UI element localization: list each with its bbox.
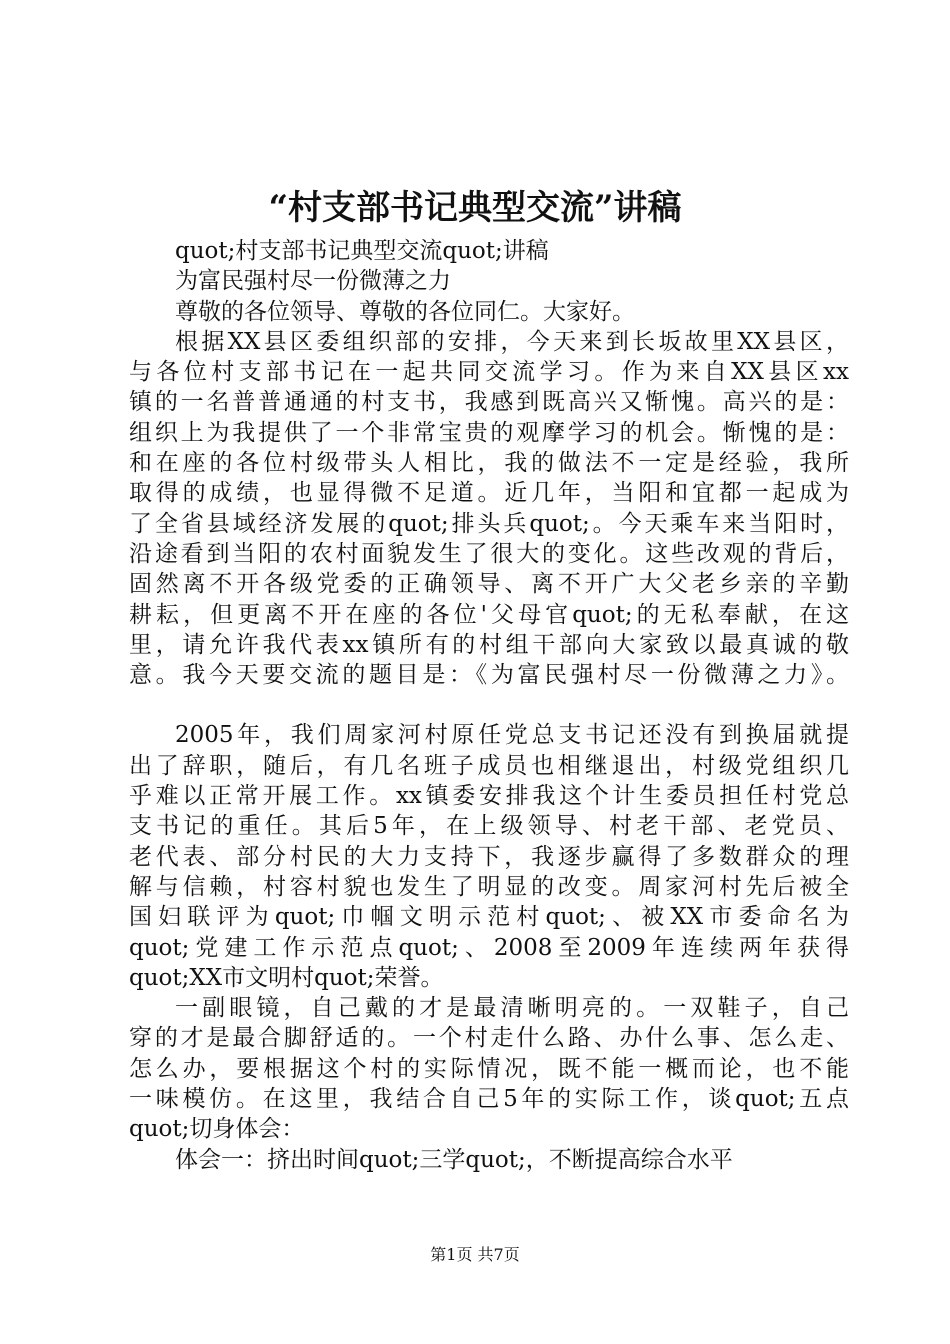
text-line: quot;党建工作示范点quot;、2008至2009年连续两年获得 [129,934,849,961]
blank-line [129,690,849,720]
text-line: 乎难以正常开展工作。xx镇委安排我这个计生委员担任村党总 [129,783,849,810]
text-line: 沿途看到当阳的农村面貌发生了很大的变化。这些改观的背后， [129,540,849,567]
text-line: 取得的成绩，也显得微不足道。近几年，当阳和宜都一起成为 [129,480,849,507]
text-line: quot;村支部书记典型交流quot;讲稿 [175,238,549,264]
text-line: 意。我今天要交流的题目是：《为富民强村尽一份微薄之力》。 [129,662,849,689]
text-line: 为富民强村尽一份微薄之力 [175,268,451,295]
text-line: 镇的一名普普通通的村支书，我感到既高兴又惭愧。高兴的是： [129,389,849,416]
text-line: 2005年，我们周家河村原任党总支书记还没有到换届就提 [175,722,849,749]
text-line: quot;切身体会： [129,1116,305,1143]
text-line: 解与信赖，村容村貌也发生了明显的改变。周家河村先后被全 [129,873,849,900]
text-line: 一味模仿。在这里，我结合自己5年的实际工作，谈quot;五点 [129,1086,849,1113]
text-line: 穿的才是最合脚舒适的。一个村走什么路、办什么事、怎么走、 [129,1025,849,1052]
document-title: “村支部书记典型交流”讲稿 [268,188,682,228]
text-line: 组织上为我提供了一个非常宝贵的观摩学习的机会。惭愧的是： [129,419,849,446]
text-line: 一副眼镜，自己戴的才是最清晰明亮的。一双鞋子，自己 [175,995,849,1022]
text-line: 体会一：挤出时间quot;三学quot;，不断提高综合水平 [175,1146,733,1173]
text-line: quot;XX市文明村quot;荣誉。 [129,964,444,991]
text-line: 出了辞职，随后，有几名班子成员也相继退出，村级党组织几 [129,752,849,779]
text-line: 尊敬的各位领导、尊敬的各位同仁。大家好。 [175,298,635,325]
text-line: 里，请允许我代表xx镇所有的村组干部向大家致以最真诚的敬 [129,631,849,658]
text-line: 和在座的各位村级带头人相比，我的做法不一定是经验，我所 [129,450,849,477]
text-line: 支书记的重任。其后5年，在上级领导、村老干部、老党员、 [129,813,849,840]
text-line: 老代表、部分村民的大力支持下，我逐步赢得了多数群众的理 [129,843,849,870]
text-line: 了全省县域经济发展的quot;排头兵quot;。今天乘车来当阳时， [129,510,849,537]
text-line: 固然离不开各级党委的正确领导、离不开广大父老乡亲的辛勤 [129,571,849,598]
text-line: 耕耘，但更离不开在座的各位'父母官quot;的无私奉献，在这 [129,601,849,628]
text-line: 国妇联评为quot;巾帼文明示范村quot;、被XX市委命名为 [129,904,849,931]
text-line: 与各位村支部书记在一起共同交流学习。作为来自XX县区xx [129,359,849,386]
text-line: 怎么办，要根据这个村的实际情况，既不能一概而论，也不能 [129,1055,849,1082]
document-body [129,236,849,1175]
page-number: 第1页 共7页 [430,1245,520,1264]
text-line: 根据XX县区委组织部的安排，今天来到长坂故里XX县区， [175,328,849,355]
